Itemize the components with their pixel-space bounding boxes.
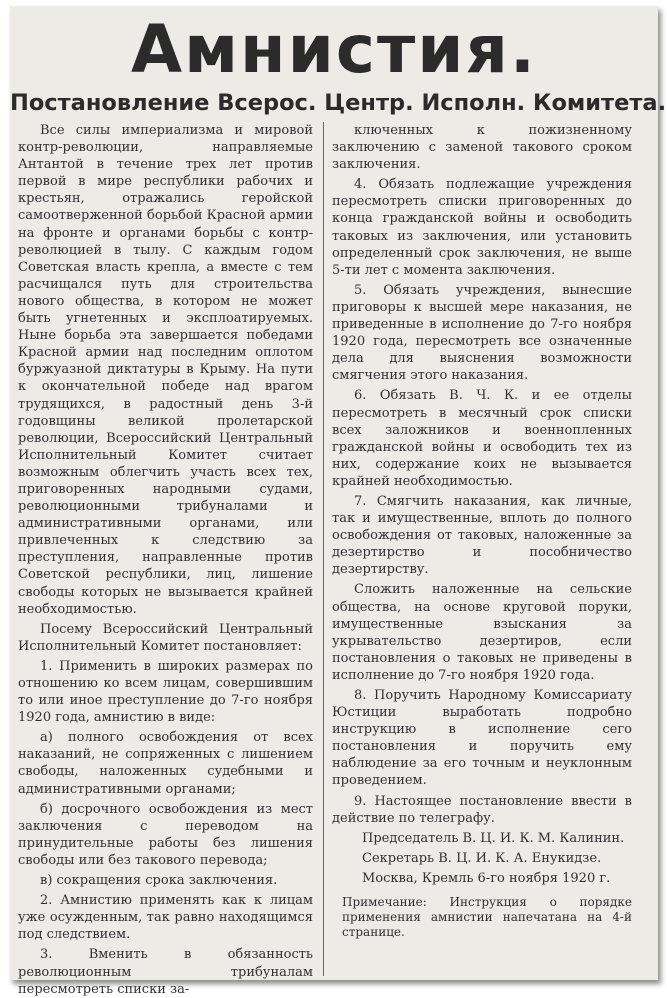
paragraph-item-7: 7. Смягчить наказания, как личные, так и имущественные, вплоть до полного освобождения от таковых, наложенные за дезертирство и пособничество дезертирству. [332, 493, 632, 578]
paragraph-item-4: 4. Обязать подлежащие учреждения пересмотреть списки приговоренных до конца гражданской войны и освободить таковых из заключения, или установить определенный срок заключения, не выше 5-ти лет с момента заключения. [332, 177, 632, 278]
paragraph-item-3: 3. Вменить в обязанность революционным трибуналам пересмотреть списки за- [18, 947, 313, 997]
paragraph-item-2: 2. Амнистию применять как к лицам уже осужденным, так равно находящимся под следствием. [18, 893, 313, 943]
signature-secretary: Секретарь В. Ц. И. К. А. Енукидзе. [362, 850, 602, 866]
left-column [18, 122, 313, 997]
signature-chairman: Председатель В. Ц. И. К. М. Калинин. [362, 830, 625, 846]
signature-place-date: Москва, Кремль 6-го ноября 1920 г. [362, 870, 611, 886]
paragraph-item-1a: а) полного освобождения от всех наказаний, не сопряженных с лишением свободы, наложенных судебными и административными органами; [18, 730, 313, 797]
paragraph-item-1b: б) досрочного освобождения из мест заключения с переводом на принудительные работы без лишения свободы или без такового перевода; [18, 801, 313, 868]
subheadline: Постановление Всерос. Центр. Исполн. Комитета. [10, 90, 667, 116]
paragraph-preamble: Все силы империализма и мировой контр-революции, направляемые Антантой в течение трех лет против первой в мире республики рабочих и крестьян, отражались геройской самоотверженной борьбой Красной армии на фронте и органами борьбы с контр-революцией в тылу. С каждым годом Советская власть крепла, а вместе с тем расчищался путь для строительства нового общества, в котором не может быть угнетенных и эксплоатируемых. Ныне борьба эта завершается победами Красной армии над последним оплотом буржуазной диктатуры в Крыму. На пути к окончательной победе над врагом трудящихся, в радостный день 3-й годовщины великой пролетарской революции, Всероссийский Центральный Исполнительный Комитет считает возможным облегчить участь всех тех, приговоренных народными судами, революционными трибуналами и административными органами, или привлеченных к следствию за преступления, направленные против Советской республики, лиц, лишение свободы которых не вызывается крайней необходимостью. [18, 123, 313, 617]
paragraph-item-1c: в) сокращения срока заключения. [40, 873, 278, 889]
newspaper-page [10, 6, 667, 997]
right-column [332, 122, 632, 976]
paragraph-item-7-cont: Сложить наложенные на сельские общества, на основе круговой поруки, имущественные взыскания за укрывательство дезертиров, если постановления о таковых не приведены в исполнение до 7-го ноября 1920 года. [332, 582, 632, 683]
paragraph-item-9: 9. Настоящее постановление ввести в действие по телеграфу. [332, 793, 632, 826]
footnote: Примечание: Инструкция о порядке применения амнистии напечатана на 4-й странице. [342, 895, 632, 940]
paragraph-item-8: 8. Поручить Народному Комиссариату Юстиции выработать подробно инструкцию в исполнение сего постановления и поручить ему наблюдение за его точным и неуклонным проведением. [332, 688, 632, 789]
headline: Амнистия. [131, 11, 537, 88]
paragraph-resolution-intro: Посему Всероссийский Центральный Исполнительный Комитет постановляет: [18, 621, 313, 654]
paragraph-item-6: 6. Обязать В. Ч. К. и ее отделы пересмотреть в месячный срок списки всех заложников и военнопленных гражданской войны и освободить тех из них, содержание коих не вызывается крайней необходимостью. [332, 388, 632, 489]
column-divider [323, 122, 324, 976]
paragraph-item-3-cont: ключенных к пожизненному заключению с заменой такового сроком заключения. [332, 123, 632, 173]
paragraph-item-5: 5. Обязать учреждения, вынесшие приговоры к высшей мере наказания, не приведенные в исполнение до 7-го ноября 1920 года, пересмотреть все означенные дела для выяснения возможности смягчения этого наказания. [332, 282, 632, 384]
paragraph-item-1: 1. Применить в широких размерах по отношению ко всем лицам, совершившим то или иное преступление до 7-го ноября 1920 года, амнистию в виде: [18, 658, 313, 726]
